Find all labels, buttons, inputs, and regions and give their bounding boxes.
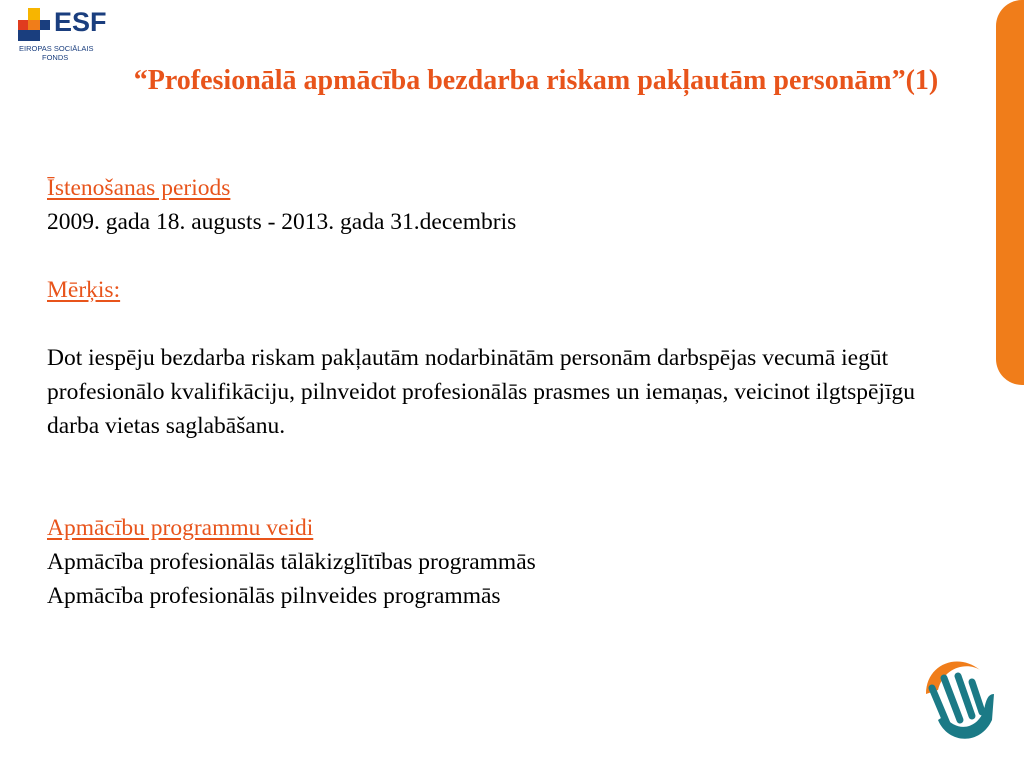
esf-logo [14,6,110,66]
esf-logo-icon [18,8,54,42]
period-heading: Īstenošanas periods [47,175,231,201]
period-text: 2009. gada 18. augusts - 2013. gada 31.decembris [47,209,517,235]
esf-logo-subtitle-2: FONDS [42,53,69,62]
program-item: Apmācība profesionālās tālākizglītības programmās [47,549,536,575]
slide-title: “Profesionālā apmācība bezdarba riskam pakļautām personām”(1) [133,65,939,96]
esf-logo-subtitle: EIROPAS SOCIĀLAIS [19,44,94,53]
side-accent-tab [996,0,1024,385]
slide-content [47,171,947,613]
program-item: Apmācība profesionālās pilnveides programmās [47,583,501,609]
goal-text: Dot iespēju bezdarba riskam pakļautām nodarbinātām personām darbspējas vecumā iegūt profesionālo kvalifikāciju, pilnveidot profesionālās prasmes un iemaņas, veicinot ilgtspējīgu darba vietas saglabāšanu. [47,345,915,439]
esf-logo-text: ESF [54,7,107,37]
hands-logo-icon [918,654,998,746]
goal-heading: Mērķis: [47,277,121,303]
programs-heading: Apmācību programmu veidi [47,515,314,541]
